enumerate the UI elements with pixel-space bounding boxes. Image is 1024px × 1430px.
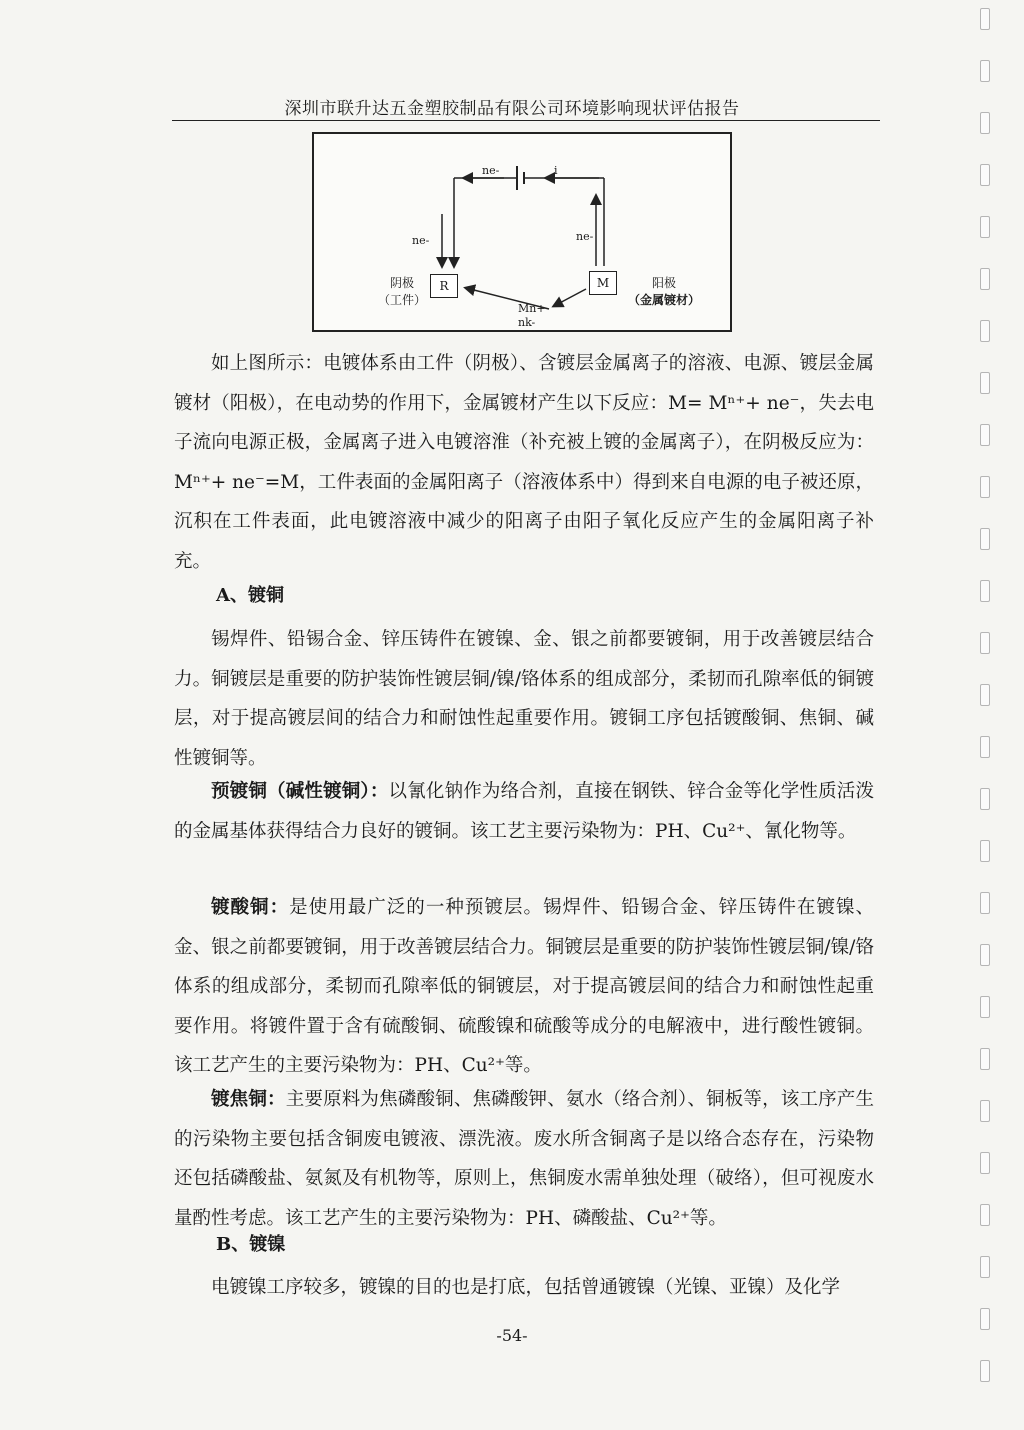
paragraph-pyro-copper: [174, 1080, 874, 1238]
paragraph-prep-copper: [174, 772, 874, 851]
paragraph-nickel: 电镀镍工序较多，镀镍的目的也是打底，包括曾通镀镍（光镍、亚镍）及化学: [211, 1277, 841, 1298]
ion-label-top: Mn+: [518, 302, 546, 315]
prep-copper-text: 以氰化钠作为络合剂，直接在钢铁、锌合金等化学性质活泼的金属基体获得结合力良好的镀铜。该工艺主要污染物为：PH、Cu²⁺、氰化物等。: [174, 781, 874, 842]
anode-label: [619, 274, 709, 308]
report-header-title: 深圳市联升达五金塑胶制品有限公司环境影响现状评估报告: [284, 99, 740, 119]
heading-nickel-plating: B、镀镍: [216, 1234, 286, 1255]
pyro-copper-text: 主要原料为焦磷酸铜、焦磷酸钾、氨水（络合剂）、铜板等，该工序产生的污染物主要包括含铜废电镀液、漂洗液。废水所含铜离子是以络合态存在，污染物还包括磷酸盐、氨氮及有机物等，原则上，焦铜废水需单独处理（破络），但可视废水量酌性考虑。该工艺产生的主要污染物为：PH、磷酸盐、Cu²⁺等。: [174, 1089, 874, 1229]
pyro-copper-label: 镀焦铜：: [211, 1089, 286, 1110]
electroplating-diagram: [312, 132, 732, 332]
electron-right-label: ne-: [576, 230, 594, 243]
binding-holes: [976, 0, 996, 1430]
anode-box: M: [589, 271, 617, 295]
header-rule: [172, 120, 880, 121]
acid-copper-text: 是使用最广泛的一种预镀层。锡焊件、铅锡合金、锌压铸件在镀镍、金、银之前都要镀铜，用于改善镀层结合力。铜镀层是重要的防护装饰性镀层铜/镍/铬体系的组成部分，柔韧而孔隙率低的铜镀层，对于提高镀层间的结合力和耐蚀性起重要作用。将镀件置于含有硫酸铜、硫酸镍和硫酸等成分的电解液中，进行酸性镀铜。该工艺产生的主要污染物为：PH、Cu²⁺等。: [174, 897, 874, 1076]
anode-label-line1: 阳极: [651, 276, 676, 290]
prep-copper-label: 预镀铜（碱性镀铜）：: [211, 781, 389, 802]
cathode-box: R: [430, 274, 458, 298]
ion-label-bottom: nk-: [518, 316, 536, 329]
paragraph-intro: 如上图所示：电镀体系由工件（阴极）、含镀层金属离子的溶液、电源、镀层金属镀材（阳极），在电动势的作用下，金属镀材产生以下反应：M= Mⁿ⁺+ ne⁻，失去电子流向电源正极，金属离子进入电镀溶淮（补充被上镀的金属离子），在阴极反应为：Mⁿ⁺+ ne⁻=M，工件表面的金属阳离子（溶液体系中）得到来自电源的电子被还原，沉积在工件表面，此电镀溶液中减少的阳离子由阳子氧化反应产生的金属阳离子补充。: [174, 353, 874, 572]
electron-top-label: ne-: [482, 164, 500, 177]
acid-copper-label: 镀酸铜：: [211, 897, 290, 918]
paragraph-acid-copper: [174, 888, 874, 1086]
electron-left-label: ne-: [412, 234, 430, 247]
cathode-label-line1: 阴极: [389, 276, 414, 290]
anode-label-line2: （金属镀材）: [627, 293, 700, 307]
current-label: i: [554, 164, 558, 177]
heading-copper-plating: A、镀铜: [216, 585, 284, 606]
page-number: -54-: [496, 1326, 528, 1345]
cathode-label: [372, 274, 432, 308]
cathode-label-line2: （工件）: [377, 293, 426, 307]
paragraph-copper: 锡焊件、铅锡合金、锌压铸件在镀镍、金、银之前都要镀铜，用于改善镀层结合力。铜镀层是重要的防护装饰性镀层铜/镍/铬体系的组成部分，柔韧而孔隙率低的铜镀层，对于提高镀层间的结合力和耐蚀性起重要作用。镀铜工序包括镀酸铜、焦铜、碱性镀铜等。: [174, 629, 874, 769]
